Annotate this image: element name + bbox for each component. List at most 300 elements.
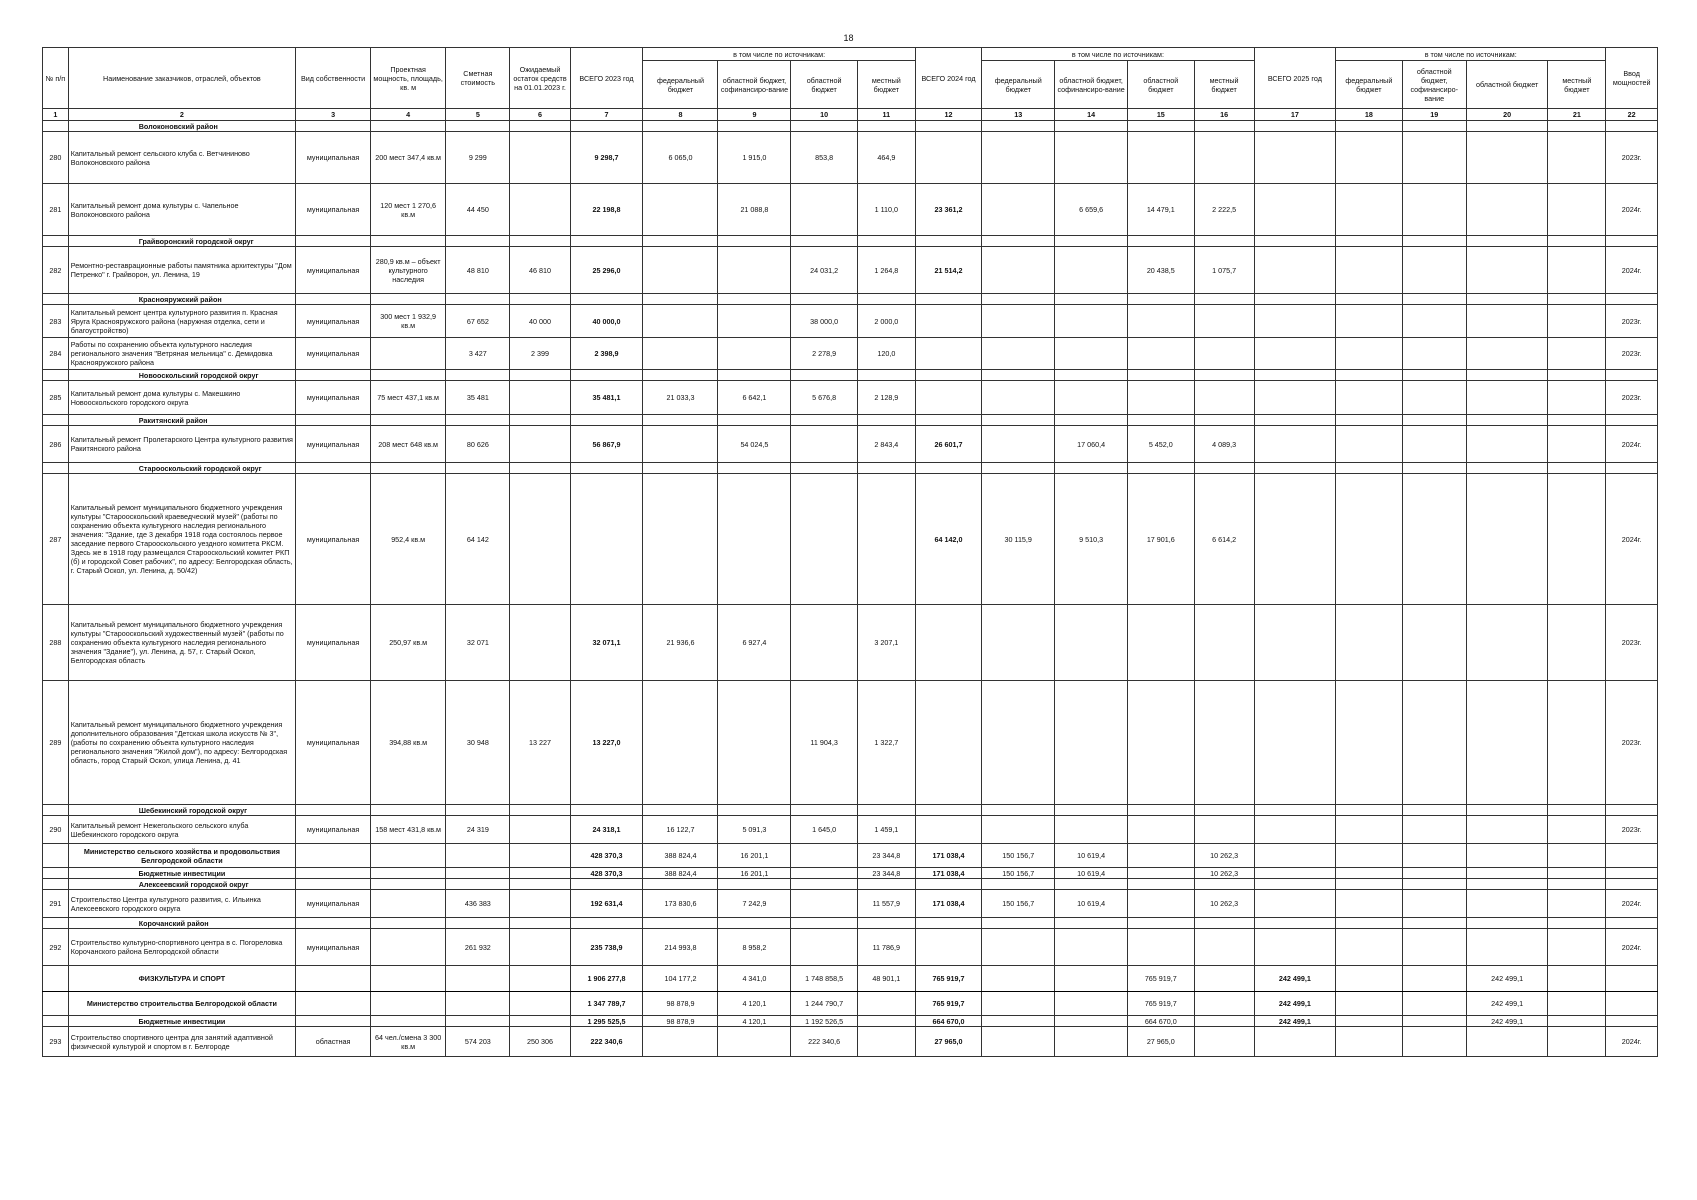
value-cell (1548, 132, 1606, 184)
estimate-cell: 67 652 (446, 305, 510, 338)
value-cell (1402, 844, 1466, 868)
section-row (43, 370, 1658, 381)
remaining-cell (510, 816, 570, 844)
empty-cell (446, 1016, 510, 1027)
value-cell (1466, 890, 1547, 918)
empty-cell (1194, 918, 1254, 929)
estimate-cell: 3 427 (446, 338, 510, 370)
empty-cell (643, 805, 718, 816)
empty-cell (1055, 236, 1128, 247)
value-cell (1194, 929, 1254, 966)
total-value-cell (570, 474, 643, 605)
empty-cell (1466, 370, 1547, 381)
empty-cell (296, 463, 371, 474)
remaining-cell: 46 810 (510, 247, 570, 294)
empty-cell (43, 966, 69, 992)
empty-cell (446, 868, 510, 879)
empty-cell (371, 868, 446, 879)
empty-cell (1548, 370, 1606, 381)
value-cell: 388 824,4 (643, 868, 718, 879)
value-cell: 104 177,2 (643, 966, 718, 992)
total-value-cell (1254, 381, 1335, 415)
object-name: Капитальный ремонт дома культуры с. Чапельное Волоконовского района (68, 184, 295, 236)
value-cell (982, 132, 1055, 184)
total-value-cell: 242 499,1 (1254, 966, 1335, 992)
value-cell: 765 919,7 (1128, 966, 1194, 992)
section-name: Грайворонский городской округ (68, 236, 295, 247)
empty-cell (1254, 879, 1335, 890)
empty-cell (1548, 236, 1606, 247)
value-cell (1194, 305, 1254, 338)
value-cell (1194, 966, 1254, 992)
value-cell: 11 786,9 (857, 929, 915, 966)
empty-cell (446, 415, 510, 426)
empty-cell (915, 805, 981, 816)
empty-cell (1128, 370, 1194, 381)
value-cell: 4 089,3 (1194, 426, 1254, 463)
total-value-cell: 13 227,0 (570, 681, 643, 805)
table-header (43, 48, 1658, 121)
empty-cell (446, 236, 510, 247)
table-row (43, 381, 1658, 415)
column-number-cell: 21 (1548, 109, 1606, 121)
table-row (43, 426, 1658, 463)
value-cell: 17 901,6 (1128, 474, 1194, 605)
capacity-cell: 208 мест 648 кв.м (371, 426, 446, 463)
empty-cell (1254, 294, 1335, 305)
value-cell: 23 344,8 (857, 844, 915, 868)
empty-cell (1128, 918, 1194, 929)
header-capacity: Проектная мощность, площадь, кв. м (371, 48, 446, 109)
value-cell (1336, 184, 1402, 236)
row-number: 284 (43, 338, 69, 370)
commission-year-cell: 2023г. (1606, 681, 1658, 805)
remaining-cell: 40 000 (510, 305, 570, 338)
value-cell (1128, 844, 1194, 868)
value-cell: 98 878,9 (643, 1016, 718, 1027)
value-cell (1128, 929, 1194, 966)
empty-cell (982, 415, 1055, 426)
estimate-cell: 35 481 (446, 381, 510, 415)
empty-cell (1128, 415, 1194, 426)
estimate-cell: 574 203 (446, 1027, 510, 1057)
empty-cell (857, 121, 915, 132)
total-value-cell: 222 340,6 (570, 1027, 643, 1057)
value-cell: 10 262,3 (1194, 890, 1254, 918)
value-cell (1336, 992, 1402, 1016)
row-number: 283 (43, 305, 69, 338)
empty-cell (1254, 121, 1335, 132)
object-name: Капитальный ремонт муниципального бюджетного учреждения культуры "Старооскольский краеведческий музей" (работы по сохранению объекта культурного наследия регионального значения: "Здание, где 3 декабря 1918 года состоялось первое заседание первого Старооскольского уездного комитета РКСМ. Здесь же в 1918 году размещался Старооскольский комитет РКП (б) и городской Совет рабочих", по адресу: Белгородская область, г. Старый Оскол, ул. Ленина, д. 50/42) (68, 474, 295, 605)
empty-cell (718, 294, 791, 305)
value-cell: 27 965,0 (1128, 1027, 1194, 1057)
total-value-cell: 1 347 789,7 (570, 992, 643, 1016)
empty-cell (570, 370, 643, 381)
value-cell: 242 499,1 (1466, 966, 1547, 992)
empty-cell (296, 844, 371, 868)
total-value-cell (915, 681, 981, 805)
value-cell: 1 110,0 (857, 184, 915, 236)
empty-cell (915, 370, 981, 381)
row-number: 285 (43, 381, 69, 415)
empty-cell (1466, 805, 1547, 816)
total-value-cell (1254, 868, 1335, 879)
header-sources-2023: в том числе по источникам: (643, 48, 915, 61)
value-cell (1055, 305, 1128, 338)
empty-cell (1194, 294, 1254, 305)
empty-cell (510, 918, 570, 929)
object-name: Строительство культурно-спортивного центра в с. Погореловка Корочанского района Белгородской области (68, 929, 295, 966)
value-cell: 150 156,7 (982, 844, 1055, 868)
row-number: 292 (43, 929, 69, 966)
empty-cell (1606, 918, 1658, 929)
value-cell: 1 915,0 (718, 132, 791, 184)
commission-year-cell: 2023г. (1606, 605, 1658, 681)
ownership-cell: муниципальная (296, 381, 371, 415)
column-number-cell: 8 (643, 109, 718, 121)
value-cell (1128, 890, 1194, 918)
header-estimate: Сметная стоимость (446, 48, 510, 109)
empty-cell (791, 370, 857, 381)
commission-year-cell: 2024г. (1606, 890, 1658, 918)
value-cell (1128, 816, 1194, 844)
total-value-cell: 9 298,7 (570, 132, 643, 184)
empty-cell (510, 121, 570, 132)
value-cell: 2 278,9 (791, 338, 857, 370)
empty-cell (915, 121, 981, 132)
empty-cell (446, 463, 510, 474)
value-cell (1402, 338, 1466, 370)
empty-cell (510, 236, 570, 247)
object-name: Капитальный ремонт Нежегольского сельского клуба Шебекинского городского округа (68, 816, 295, 844)
value-cell (1128, 381, 1194, 415)
empty-cell (1402, 236, 1466, 247)
value-cell: 1 459,1 (857, 816, 915, 844)
column-number-cell: 14 (1055, 109, 1128, 121)
value-cell (1402, 992, 1466, 1016)
value-cell (1402, 1027, 1466, 1057)
empty-cell (43, 1016, 69, 1027)
value-cell (1466, 681, 1547, 805)
empty-cell (510, 868, 570, 879)
value-cell: 120,0 (857, 338, 915, 370)
empty-cell (570, 879, 643, 890)
header-regional-cofin: областной бюджет, софинансиро-вание (718, 61, 791, 109)
total-value-cell (915, 816, 981, 844)
total-value-cell: 40 000,0 (570, 305, 643, 338)
empty-cell (718, 121, 791, 132)
empty-cell (570, 294, 643, 305)
total-value-cell (1254, 816, 1335, 844)
empty-cell (1548, 294, 1606, 305)
total-value-cell (915, 338, 981, 370)
object-name: Капитальный ремонт муниципального бюджетного учреждения дополнительного образования "Детская школа искусств № 3", (работы по сохранению объекта культурного наследия регионального значения "Жилой дом"), по адресу: Белгородская область, город Старый Оскол, улица Ленина, д. 41 (68, 681, 295, 805)
value-cell (1402, 816, 1466, 844)
value-cell: 10 619,4 (1055, 890, 1128, 918)
column-number-cell: 7 (570, 109, 643, 121)
capacity-cell: 120 мест 1 270,6 кв.м (371, 184, 446, 236)
empty-cell (1402, 294, 1466, 305)
value-cell (1194, 816, 1254, 844)
row-number: 291 (43, 890, 69, 918)
empty-cell (1194, 370, 1254, 381)
column-number-cell: 1 (43, 109, 69, 121)
value-cell (1548, 681, 1606, 805)
ownership-cell: муниципальная (296, 681, 371, 805)
total-value-cell (1254, 426, 1335, 463)
value-cell (1194, 605, 1254, 681)
value-cell: 5 452,0 (1128, 426, 1194, 463)
empty-cell (1466, 294, 1547, 305)
value-cell: 4 341,0 (718, 966, 791, 992)
value-cell (791, 868, 857, 879)
column-number-cell: 9 (718, 109, 791, 121)
empty-cell (791, 294, 857, 305)
capacity-cell: 75 мест 437,1 кв.м (371, 381, 446, 415)
value-cell (1466, 1027, 1547, 1057)
value-cell (1055, 929, 1128, 966)
subtotal-row (43, 844, 1658, 868)
value-cell (1466, 868, 1547, 879)
value-cell (1548, 929, 1606, 966)
empty-cell (1128, 463, 1194, 474)
value-cell (982, 184, 1055, 236)
empty-cell (371, 236, 446, 247)
empty-cell (791, 463, 857, 474)
remaining-cell (510, 605, 570, 681)
empty-cell (570, 236, 643, 247)
value-cell: 1 322,7 (857, 681, 915, 805)
empty-cell (1128, 236, 1194, 247)
empty-cell (446, 918, 510, 929)
empty-cell (718, 879, 791, 890)
value-cell (1548, 966, 1606, 992)
empty-cell (1548, 918, 1606, 929)
value-cell: 5 676,8 (791, 381, 857, 415)
value-cell (982, 816, 1055, 844)
ownership-cell: областная (296, 1027, 371, 1057)
value-cell (1402, 184, 1466, 236)
empty-cell (1128, 121, 1194, 132)
empty-cell (1254, 463, 1335, 474)
section-row (43, 463, 1658, 474)
value-cell (982, 992, 1055, 1016)
value-cell: 4 120,1 (718, 992, 791, 1016)
empty-cell (371, 918, 446, 929)
value-cell (643, 184, 718, 236)
column-number-cell: 12 (915, 109, 981, 121)
value-cell (1336, 247, 1402, 294)
total-value-cell (1254, 890, 1335, 918)
value-cell: 222 340,6 (791, 1027, 857, 1057)
empty-cell (43, 236, 69, 247)
capacity-cell: 158 мест 431,8 кв.м (371, 816, 446, 844)
ownership-cell: муниципальная (296, 247, 371, 294)
empty-cell (1606, 966, 1658, 992)
value-cell (718, 305, 791, 338)
total-value-cell: 428 370,3 (570, 844, 643, 868)
empty-cell (1055, 805, 1128, 816)
header-no: № п/п (43, 48, 69, 109)
header-commission: Ввод мощностей (1606, 48, 1658, 109)
empty-cell (857, 294, 915, 305)
empty-cell (1402, 918, 1466, 929)
section-row (43, 879, 1658, 890)
empty-cell (43, 415, 69, 426)
value-cell: 2 843,4 (857, 426, 915, 463)
value-cell: 1 264,8 (857, 247, 915, 294)
value-cell (1548, 381, 1606, 415)
estimate-cell: 9 299 (446, 132, 510, 184)
row-number: 288 (43, 605, 69, 681)
empty-cell (1128, 805, 1194, 816)
value-cell (982, 381, 1055, 415)
total-value-cell: 171 038,4 (915, 868, 981, 879)
empty-cell (915, 294, 981, 305)
remaining-cell: 2 399 (510, 338, 570, 370)
capacity-cell: 300 мест 1 932,9 кв.м (371, 305, 446, 338)
empty-cell (1336, 918, 1402, 929)
total-value-cell: 1 906 277,8 (570, 966, 643, 992)
empty-cell (915, 918, 981, 929)
value-cell (1402, 305, 1466, 338)
page-number: 18 (843, 33, 854, 43)
value-cell: 765 919,7 (1128, 992, 1194, 1016)
total-value-cell: 32 071,1 (570, 605, 643, 681)
empty-cell (1606, 370, 1658, 381)
value-cell: 21 033,3 (643, 381, 718, 415)
object-name: Капитальный ремонт муниципального бюджетного учреждения культуры "Старооскольский художественный музей" (работы по сохранению объекта культурного наследия регионального значения "Здание"), ул. Ленина, д. 57, г. Старый Оскол, Белгородская область (68, 605, 295, 681)
value-cell (1548, 426, 1606, 463)
empty-cell (982, 879, 1055, 890)
ownership-cell: муниципальная (296, 605, 371, 681)
empty-cell (296, 918, 371, 929)
row-number: 280 (43, 132, 69, 184)
empty-cell (43, 463, 69, 474)
value-cell (1336, 681, 1402, 805)
value-cell (718, 338, 791, 370)
subtotal-name: ФИЗКУЛЬТУРА И СПОРТ (68, 966, 295, 992)
value-cell: 16 201,1 (718, 868, 791, 879)
value-cell: 4 120,1 (718, 1016, 791, 1027)
section-name: Волоконовский район (68, 121, 295, 132)
empty-cell (1055, 121, 1128, 132)
value-cell (1055, 681, 1128, 805)
total-value-cell: 192 631,4 (570, 890, 643, 918)
empty-cell (510, 844, 570, 868)
capacity-cell (371, 929, 446, 966)
header-regional: областной бюджет (1466, 61, 1547, 109)
value-cell (1548, 890, 1606, 918)
value-cell: 1 748 858,5 (791, 966, 857, 992)
empty-cell (446, 294, 510, 305)
empty-cell (1055, 918, 1128, 929)
empty-cell (296, 1016, 371, 1027)
value-cell (1336, 426, 1402, 463)
empty-cell (1606, 415, 1658, 426)
empty-cell (791, 121, 857, 132)
section-name: Старооскольский городской округ (68, 463, 295, 474)
estimate-cell: 48 810 (446, 247, 510, 294)
empty-cell (1336, 879, 1402, 890)
capacity-cell: 280,9 кв.м – объект культурного наследия (371, 247, 446, 294)
total-value-cell: 235 738,9 (570, 929, 643, 966)
estimate-cell: 32 071 (446, 605, 510, 681)
empty-cell (915, 463, 981, 474)
value-cell (718, 474, 791, 605)
value-cell (1336, 381, 1402, 415)
header-regional: областной бюджет (791, 61, 857, 109)
empty-cell (1402, 879, 1466, 890)
section-name: Новооскольский городской округ (68, 370, 295, 381)
empty-cell (510, 966, 570, 992)
empty-cell (1606, 236, 1658, 247)
total-value-cell (915, 305, 981, 338)
empty-cell (1466, 879, 1547, 890)
total-value-cell: 21 514,2 (915, 247, 981, 294)
empty-cell (43, 844, 69, 868)
empty-cell (791, 805, 857, 816)
value-cell: 10 262,3 (1194, 844, 1254, 868)
value-cell (791, 929, 857, 966)
total-value-cell: 35 481,1 (570, 381, 643, 415)
column-number-cell: 3 (296, 109, 371, 121)
row-number: 287 (43, 474, 69, 605)
value-cell: 7 242,9 (718, 890, 791, 918)
value-cell: 10 619,4 (1055, 844, 1128, 868)
section-row (43, 918, 1658, 929)
value-cell (718, 681, 791, 805)
total-value-cell (1254, 247, 1335, 294)
value-cell (1402, 426, 1466, 463)
value-cell (857, 992, 915, 1016)
total-value-cell (915, 929, 981, 966)
value-cell (1336, 844, 1402, 868)
section-name: Корочанский район (68, 918, 295, 929)
total-value-cell (1254, 184, 1335, 236)
value-cell: 98 878,9 (643, 992, 718, 1016)
empty-cell (371, 463, 446, 474)
value-cell (1402, 132, 1466, 184)
empty-cell (643, 236, 718, 247)
empty-cell (1336, 121, 1402, 132)
empty-cell (371, 370, 446, 381)
value-cell: 17 060,4 (1055, 426, 1128, 463)
empty-cell (446, 121, 510, 132)
empty-cell (371, 415, 446, 426)
empty-cell (1402, 415, 1466, 426)
total-value-cell: 24 318,1 (570, 816, 643, 844)
empty-cell (43, 370, 69, 381)
value-cell (1402, 247, 1466, 294)
value-cell (1402, 929, 1466, 966)
empty-cell (43, 868, 69, 879)
value-cell (1548, 992, 1606, 1016)
value-cell: 242 499,1 (1466, 1016, 1547, 1027)
value-cell (982, 929, 1055, 966)
table-row (43, 681, 1658, 805)
value-cell (1194, 992, 1254, 1016)
subtotal-name: Бюджетные инвестиции (68, 868, 295, 879)
empty-cell (371, 992, 446, 1016)
empty-cell (446, 879, 510, 890)
header-federal: федеральный бюджет (643, 61, 718, 109)
value-cell (1466, 929, 1547, 966)
total-value-cell: 242 499,1 (1254, 992, 1335, 1016)
total-value-cell (1254, 681, 1335, 805)
value-cell (982, 305, 1055, 338)
remaining-cell: 13 227 (510, 681, 570, 805)
